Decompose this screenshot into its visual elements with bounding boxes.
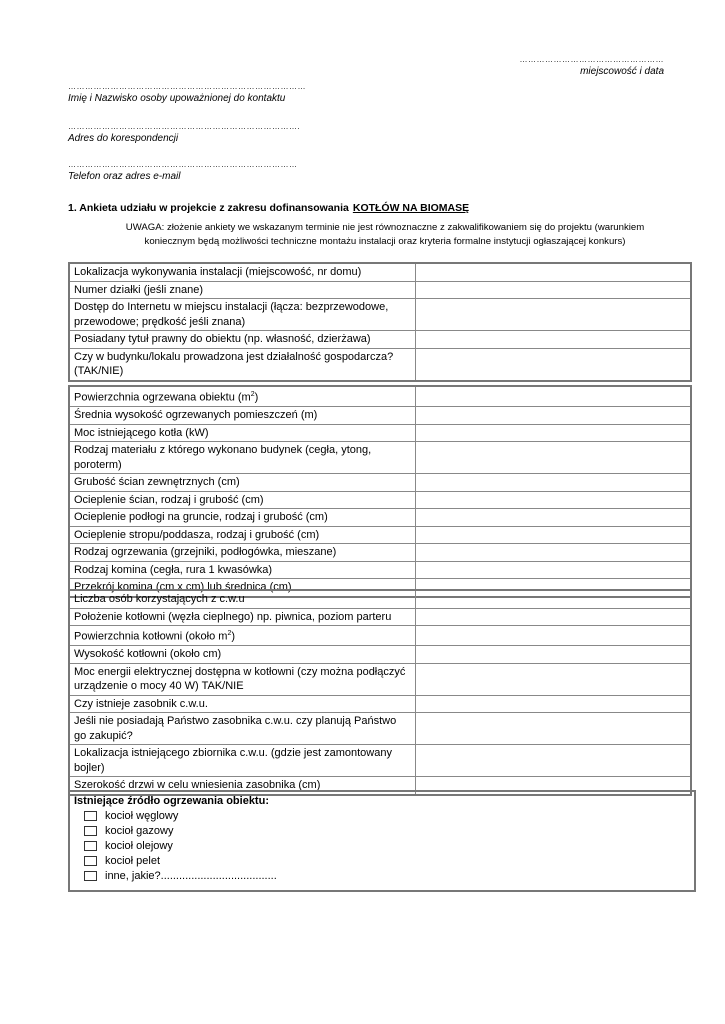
- question-cell: [69, 626, 415, 646]
- section-title-text: 1. Ankieta udziału w projekcie z zakresu dofinansowania: [68, 202, 349, 214]
- question-cell: Szerokość drzwi w celu wniesienia zasobnika (cm): [69, 777, 415, 795]
- option-label: kocioł węglowy: [105, 810, 179, 823]
- question-cell: Rodzaj komina (cegła, rura 1 kwasówka): [69, 561, 415, 579]
- answer-cell[interactable]: [415, 348, 691, 381]
- answer-cell[interactable]: [415, 663, 691, 695]
- section-title-emphasis: KOTŁÓW NA BIOMASĘ: [352, 202, 470, 214]
- option-label: kocioł pelet: [105, 854, 161, 867]
- question-cell: Ocieplenie podłogi na gruncie, rodzaj i grubość (cm): [69, 509, 415, 527]
- question-cell: Posiadany tytuł prawny do obiektu (np. własność, dzierżawa): [69, 331, 415, 349]
- heating-source-box: [68, 790, 696, 892]
- contact-phone-label: Telefon oraz adres e-mail: [68, 171, 181, 182]
- answer-cell[interactable]: [415, 544, 691, 562]
- answer-cell[interactable]: [415, 695, 691, 713]
- table-row: [69, 590, 691, 608]
- boiler-room-area-label: Powierzchnia kotłowni (około m: [74, 630, 228, 643]
- checkbox[interactable]: [84, 856, 97, 866]
- answer-cell[interactable]: [415, 745, 691, 777]
- option-gas-boiler[interactable]: [84, 824, 690, 839]
- contact-name-dots: …………………………………………………………………………: [68, 82, 306, 91]
- contact-address-field: [68, 122, 308, 145]
- option-oil-boiler[interactable]: [84, 839, 690, 854]
- question-cell: Rodzaj ogrzewania (grzejniki, podłogówka, mieszane): [69, 544, 415, 562]
- question-cell: Dostęp do Internetu w miejscu instalacji (łącza: bezprzewodowe, przewodowe; prędkość jeśli znana): [69, 299, 415, 331]
- boiler-room-table: [68, 589, 692, 796]
- question-cell: Liczba osób korzystających z c.w.u: [69, 590, 415, 608]
- question-cell: Lokalizacja istniejącego zbiornika c.w.u. (gdzie jest zamontowany bojler): [69, 745, 415, 777]
- option-other[interactable]: [84, 868, 690, 883]
- boiler-room-area-superscript: 2: [227, 630, 232, 637]
- table-row: [69, 608, 691, 626]
- place-date-dots: ……………………………………………: [519, 55, 664, 64]
- table-row: [69, 626, 691, 646]
- location-table: [68, 262, 692, 382]
- table-row: [69, 713, 691, 745]
- table-row: [69, 263, 691, 281]
- checkbox[interactable]: [84, 841, 97, 851]
- question-cell: Moc istniejącego kotła (kW): [69, 424, 415, 442]
- contact-phone-field: [68, 160, 308, 183]
- table-row: [69, 695, 691, 713]
- answer-cell[interactable]: [415, 646, 691, 664]
- contact-name-label: Imię i Nazwisko osoby upoważnionej do kontaktu: [68, 93, 286, 104]
- answer-cell[interactable]: [415, 491, 691, 509]
- area-unit-superscript: 2: [250, 391, 255, 398]
- question-cell: Czy istnieje zasobnik c.w.u.: [69, 695, 415, 713]
- answer-cell[interactable]: [415, 713, 691, 745]
- checkbox[interactable]: [84, 826, 97, 836]
- question-cell: Czy w budynku/lokalu prowadzona jest działalność gospodarcza? (TAK/NIE): [69, 348, 415, 381]
- answer-cell[interactable]: [415, 590, 691, 608]
- table-row: [69, 745, 691, 777]
- answer-cell[interactable]: [415, 509, 691, 527]
- contact-address-dots: ……………………………………………………………………….: [68, 122, 301, 131]
- place-date-label: miejscowość i data: [580, 66, 664, 77]
- answer-cell[interactable]: [415, 281, 691, 299]
- table-row: [69, 509, 691, 527]
- table-row: [69, 424, 691, 442]
- question-cell: Grubość ścian zewnętrznych (cm): [69, 474, 415, 492]
- question-cell: Średnia wysokość ogrzewanych pomieszczeń (m): [69, 407, 415, 425]
- table-row: [69, 474, 691, 492]
- option-coal-boiler[interactable]: [84, 809, 690, 824]
- question-cell: Położenie kotłowni (węzła cieplnego) np. piwnica, poziom parteru: [69, 608, 415, 626]
- answer-cell[interactable]: [415, 442, 691, 474]
- area-label: Powierzchnia ogrzewana obiektu (m: [74, 391, 251, 404]
- question-cell: Numer działki (jeśli znane): [69, 281, 415, 299]
- question-cell: Jeśli nie posiadają Państwo zasobnika c.w.u. czy planują Państwo go zakupić?: [69, 713, 415, 745]
- answer-cell[interactable]: [415, 526, 691, 544]
- option-label: kocioł olejowy: [105, 839, 173, 852]
- table-row: [69, 491, 691, 509]
- table-row: [69, 663, 691, 695]
- answer-cell[interactable]: [415, 386, 691, 407]
- table-row: [69, 561, 691, 579]
- table-row: [69, 407, 691, 425]
- question-cell: Ocieplenie stropu/poddasza, rodzaj i grubość (cm): [69, 526, 415, 544]
- answer-cell[interactable]: [415, 561, 691, 579]
- table-row: [69, 348, 691, 381]
- answer-cell[interactable]: [415, 407, 691, 425]
- contact-address-label: Adres do korespondencji: [68, 133, 179, 144]
- table-row: [69, 544, 691, 562]
- table-row: [69, 386, 691, 407]
- section-title: [68, 202, 469, 214]
- place-date-field: [494, 55, 664, 78]
- checkbox[interactable]: [84, 871, 97, 881]
- notice-text: UWAGA: złożenie ankiety we wskazanym terminie nie jest równoznaczne z zakwalifikowaniem się do projektu (warunkiem koniecznym będą możliwości techniczne montażu instalacji oraz kryteria formalne instytucji ogłaszającej konkurs): [125, 222, 645, 247]
- question-cell: Przekrój komina (cm x cm) lub średnica (cm): [69, 579, 415, 597]
- question-cell: Wysokość kotłowni (około cm): [69, 646, 415, 664]
- question-cell: Ocieplenie ścian, rodzaj i grubość (cm): [69, 491, 415, 509]
- answer-cell[interactable]: [415, 608, 691, 626]
- answer-cell[interactable]: [415, 626, 691, 646]
- table-row: [69, 331, 691, 349]
- checkbox[interactable]: [84, 811, 97, 821]
- answer-cell[interactable]: [415, 331, 691, 349]
- table-row: [69, 646, 691, 664]
- table-row: [69, 526, 691, 544]
- option-label: inne, jakie?......................................: [105, 869, 277, 882]
- question-cell: Moc energii elektrycznej dostępna w kotłowni (czy można podłączyć urządzenie o mocy 40 W) TAK/NIE: [69, 663, 415, 695]
- area-close: ): [254, 391, 259, 404]
- table-row: [69, 299, 691, 331]
- contact-name-field: [68, 82, 308, 105]
- answer-cell[interactable]: [415, 299, 691, 331]
- question-cell: Rodzaj materiału z którego wykonano budynek (cegła, ytong, poroterm): [69, 442, 415, 474]
- answer-cell[interactable]: [415, 263, 691, 281]
- question-cell: Lokalizacja wykonywania instalacji (miejscowość, nr domu): [69, 263, 415, 281]
- option-label: kocioł gazowy: [105, 825, 174, 838]
- boiler-room-area-close: ): [231, 630, 236, 643]
- table-row: [69, 442, 691, 474]
- option-pellet-boiler[interactable]: [84, 853, 690, 868]
- table-row: [69, 281, 691, 299]
- answer-cell[interactable]: [415, 474, 691, 492]
- question-cell: [69, 386, 415, 407]
- answer-cell[interactable]: [415, 424, 691, 442]
- contact-phone-dots: ………………………………………………………………………: [68, 160, 298, 169]
- building-table: [68, 385, 692, 598]
- heating-source-title: Istniejące źródło ogrzewania obiektu:: [74, 795, 269, 807]
